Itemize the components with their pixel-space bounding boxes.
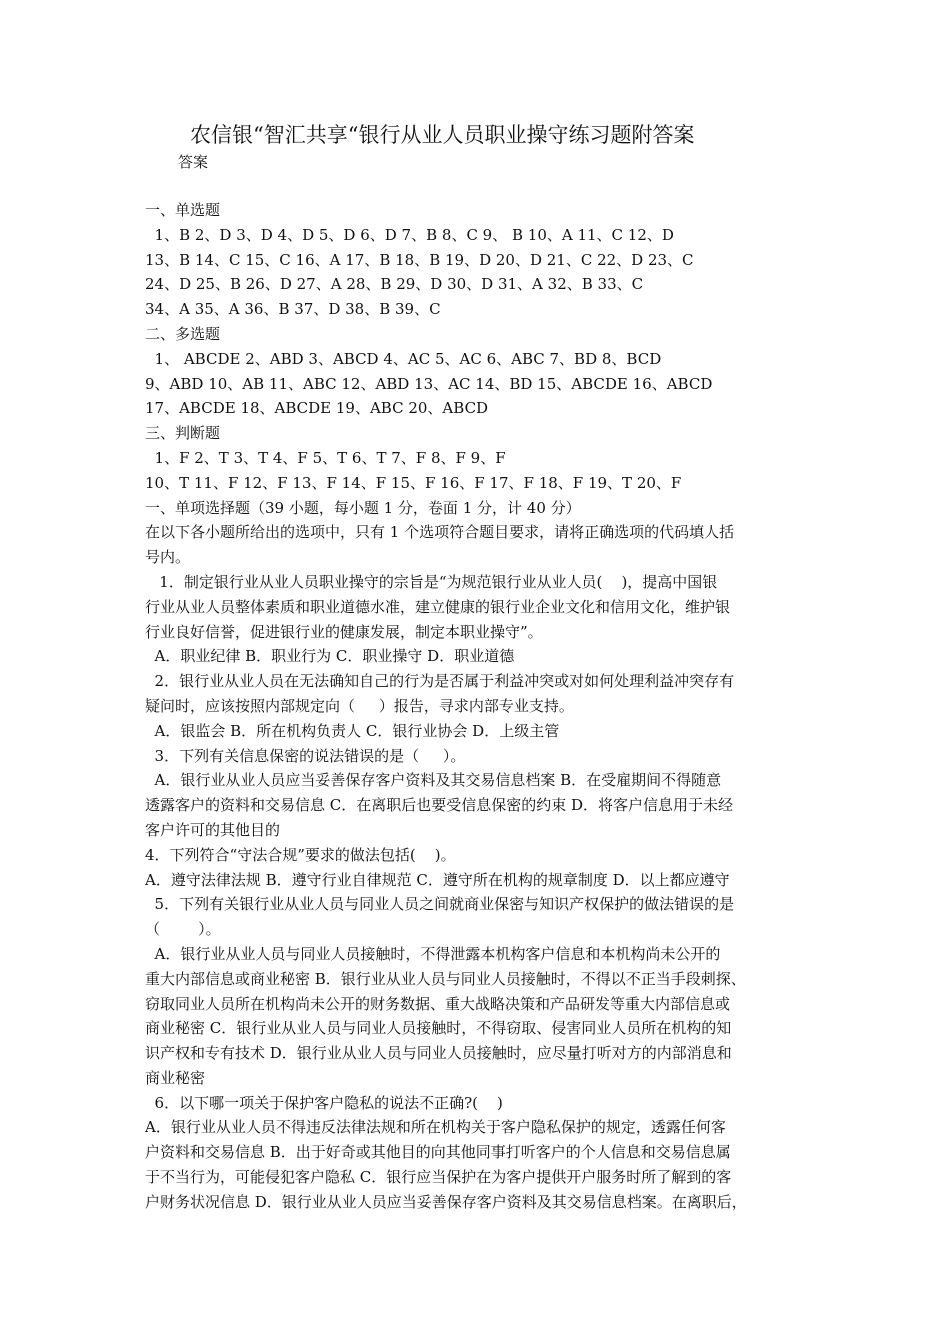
text-line: 1．制定银行业从业人员职业操守的宗旨是“为规范银行业从业人员( )，提高中国银 (145, 572, 718, 591)
text-line: 客户许可的其他目的 (145, 820, 281, 839)
document-subtitle: 答案 (178, 153, 209, 171)
text-line: 行业从业人员整体素质和职业道德水准，建立健康的银行业企业文化和信用文化，维护银 (145, 597, 731, 616)
text-line: 5．下列有关银行业从业人员与同业人员之间就商业保密与知识产权保护的做法错误的是 (145, 895, 735, 914)
text-line: 商业秘密 (145, 1068, 206, 1087)
text-line: 商业秘密 C．银行业从业人员与同业人员接触时，不得窃取、侵害同业人员所在机构的知 (145, 1019, 732, 1038)
document-title: 农信银“智汇共享“银行从业人员职业操守练习题附答案 (190, 123, 695, 147)
text-line: 在以下各小题所给出的选项中，只有 1 个选项符合题目要求，请将正确选项的代码填人括 (145, 523, 735, 542)
text-line: 4．下列符合“守法合规”要求的做法包括( )。 (145, 845, 456, 864)
text-line: A．银行业从业人员应当妥善保存客户资料及其交易信息档案 B．在受雇期间不得随意 (145, 771, 722, 790)
text-line: 一、单项选择题（39 小题，每小题 1 分，卷面 1 分，计 40 分） (145, 498, 581, 517)
text-line: A．职业纪律 B．职业行为 C．职业操守 D．职业道德 (145, 647, 515, 666)
text-line: 17、ABCDE 18、ABCDE 19、ABC 20、ABCD (145, 399, 489, 418)
text-line: 户资料和交易信息 B．出于好奇或其他目的向其他同事打听客户的个人信息和交易信息属 (145, 1143, 731, 1162)
text-line: 1、F 2、T 3、T 4、F 5、T 6、T 7、F 8、F 9、F (145, 448, 506, 467)
text-line: （ ）。 (145, 920, 221, 939)
text-line: 重大内部信息或商业秘密 B．银行业从业人员与同业人员接触时，不得以不正当手段刺探、 (145, 969, 746, 988)
text-line: 34、A 35、A 36、B 37、D 38、B 39、C (145, 300, 441, 319)
text-line: 二、多选题 (145, 324, 221, 343)
text-line: 一、单选题 (145, 201, 221, 219)
text-line: 行业良好信誉，促进银行业的健康发展，制定本职业操守”。 (145, 622, 543, 641)
text-line: A．银行业从业人员与同业人员接触时，不得泄露本机构客户信息和本机构尚未公开的 (145, 944, 721, 963)
text-line: 24、D 25、B 26、D 27、A 28、B 29、D 30、D 31、A 32、B 33、C (145, 275, 644, 294)
text-line: 户财务状况信息 D．银行业从业人员应当妥善保存客户资料及其交易信息档案。在离职后， (145, 1192, 747, 1211)
text-line: 1、 ABCDE 2、ABD 3、ABCD 4、AC 5、AC 6、ABC 7、BD 8、BCD (145, 349, 662, 368)
text-line: 13、B 14、C 15、C 16、A 17、B 18、B 19、D 20、D 21、C 22、D 23、C (145, 250, 694, 269)
text-line: 号内。 (145, 548, 191, 567)
text-line: 10、T 11、F 12、F 13、F 14、F 15、F 16、F 17、F 18、F 19、T 20、F (145, 473, 682, 492)
text-line: 于不当行为，可能侵犯客户隐私 C．银行应当保护在为客户提供开户服务时所了解到的客 (145, 1168, 732, 1187)
text-line: 1、B 2、D 3、D 4、D 5、D 6、D 7、B 8、C 9、 B 10、A 11、C 12、D (145, 225, 674, 244)
text-line: 疑问时，应该按照内部规定向（ ）报告，寻求内部专业支持。 (145, 696, 574, 715)
text-line: 9、ABD 10、AB 11、ABC 12、ABD 13、AC 14、BD 15、ABCDE 16、ABCD (145, 374, 713, 393)
text-line: A．遵守法律法规 B．遵守行业自律规范 C．遵守所在机构的规章制度 D．以上都应遵守 (145, 870, 730, 889)
text-line: 三、判断题 (145, 424, 221, 443)
text-line: 窃取同业人员所在机构尚未公开的财务数据、重大战略决策和产品研发等重大内部信息或 (145, 994, 731, 1013)
text-line: A．银监会 B．所在机构负责人 C．银行业协会 D．上级主管 (145, 721, 560, 740)
text-line: 2．银行业从业人员在无法确知自己的行为是否属于利益冲突或对如何处理利益冲突存有 (145, 672, 735, 691)
document-body (145, 198, 813, 1215)
text-line: 6．以下哪一项关于保护客户隐私的说法不正确?( ) (145, 1093, 503, 1112)
text-line: 透露客户的资料和交易信息 C．在离职后也要受信息保密的约束 D．将客户信息用于未经 (145, 796, 734, 815)
text-line: A．银行业从业人员不得违反法律法规和所在机构关于客户隐私保护的规定，透露任何客 (145, 1118, 726, 1137)
text-line: 识产权和专有技术 D．银行业从业人员与同业人员接触时，应尽量打听对方的内部消息和 (145, 1044, 732, 1063)
text-line: 3．下列有关信息保密的说法错误的是（ ）。 (145, 746, 466, 765)
